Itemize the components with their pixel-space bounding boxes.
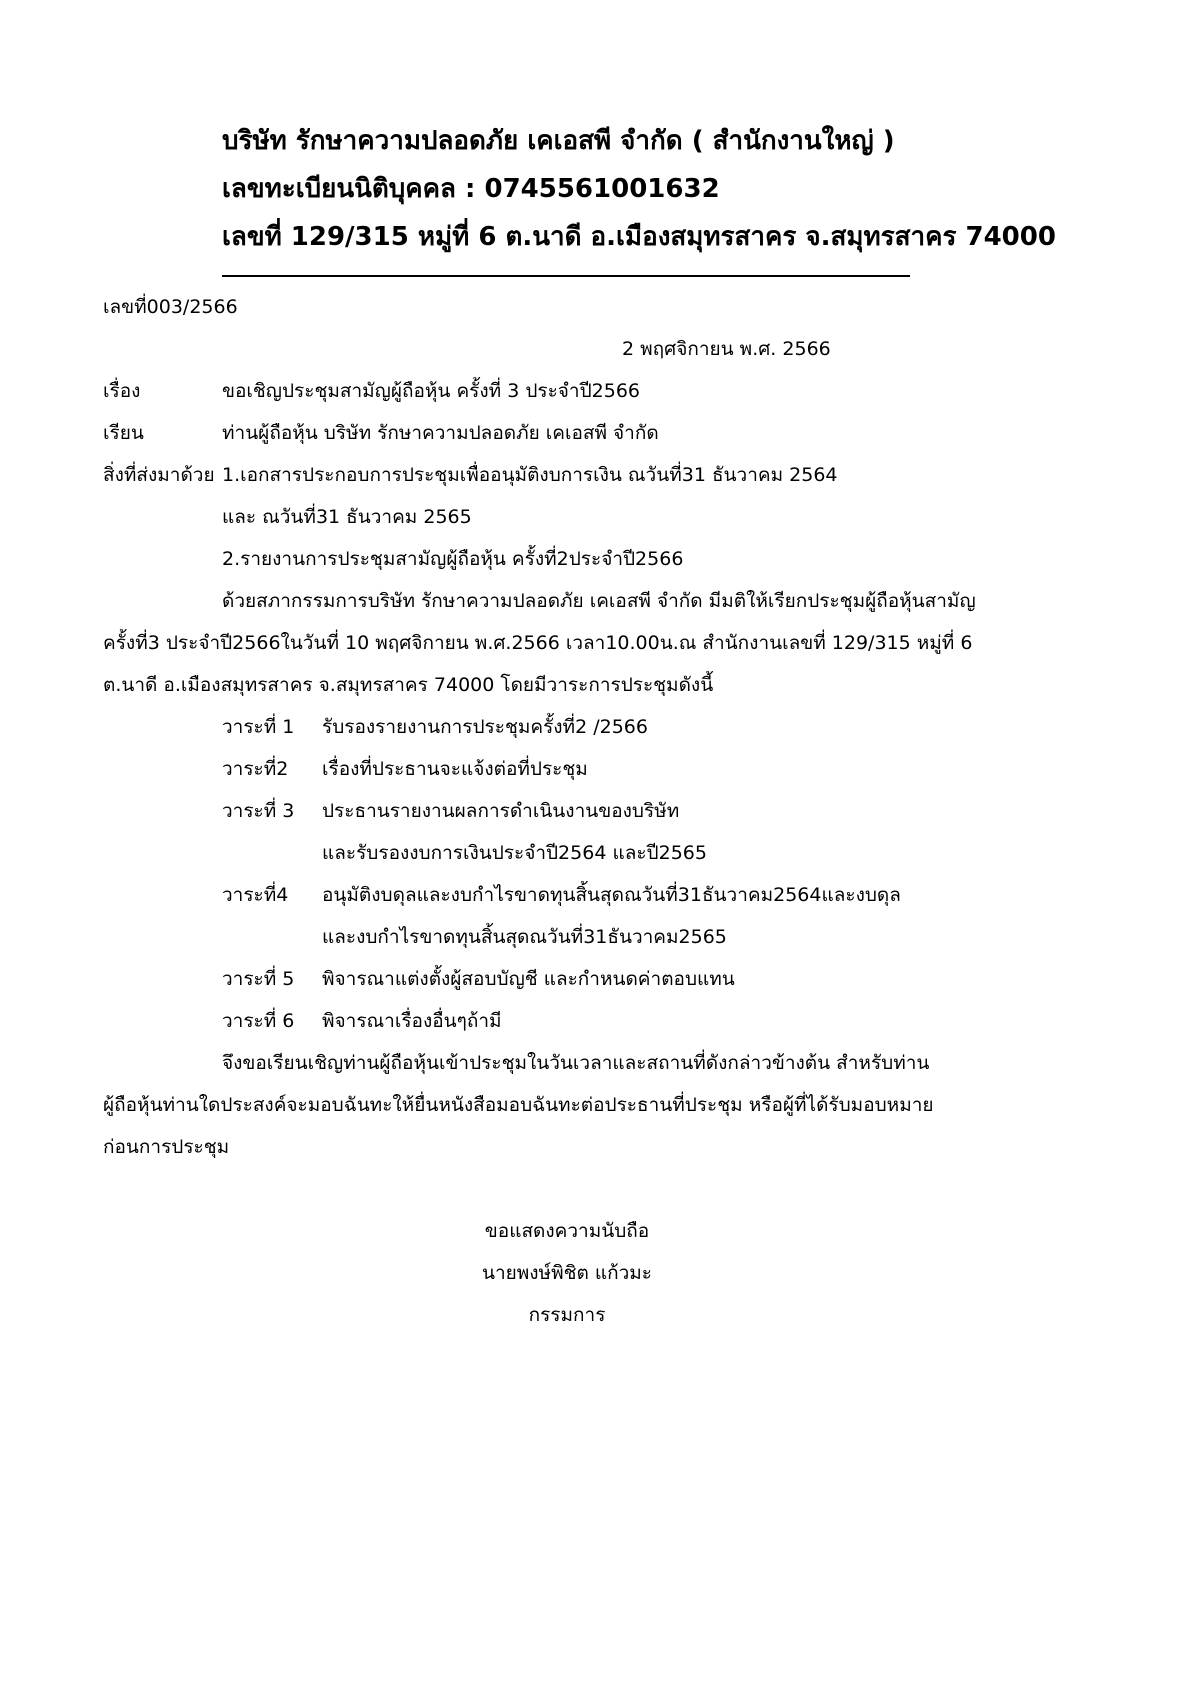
closing-paragraph-line-1: จึงขอเรียนเชิญท่านผู้ถือหุ้นเข้าประชุมในวันเวลาและสถานที่ดังกล่าวข้างต้น สำหรับท่าน xyxy=(222,1052,930,1074)
agenda-item-text-continued: และรับรองงบการเงินประจำปี2564 และปี2565 xyxy=(322,842,707,864)
recipient-text: ท่านผู้ถือหุ้น บริษัท รักษาความปลอดภัย เคเอสพี จำกัด xyxy=(222,422,659,444)
agenda-item-text: รับรองรายงานการประชุมครั้งที่2 /2566 xyxy=(322,716,648,738)
agenda-item-label: วาระที่4 xyxy=(222,884,289,906)
agenda-item-text-continued: และงบกำไรขาดทุนสิ้นสุดณวันที่31ธันวาคม2565 xyxy=(322,926,727,948)
registration-number-heading: เลขทะเบียนนิติบุคคล : 0745561001632 xyxy=(222,174,720,204)
closing-paragraph-line-3: ก่อนการประชุม xyxy=(103,1136,230,1158)
intro-paragraph-line-1: ด้วยสภากรรมการบริษัท รักษาความปลอดภัย เคเอสพี จำกัด มีมติให้เรียกประชุมผู้ถือหุ้นสามัญ xyxy=(222,590,976,612)
agenda-item-label: วาระที่ 5 xyxy=(222,968,295,990)
closing-paragraph-line-2: ผู้ถือหุ้นท่านใดประสงค์จะมอบฉันทะให้ยื่นหนังสือมอบฉันทะต่อประธานที่ประชุม หรือผู้ที่ได้รับมอบหมาย xyxy=(103,1094,934,1116)
sign-off: ขอแสดงความนับถือ xyxy=(484,1220,650,1242)
enclosure-item-2: 2.รายงานการประชุมสามัญผู้ถือหุ้น ครั้งที่2ประจำปี2566 xyxy=(222,548,684,570)
enclosure-item-1: 1.เอกสารประกอบการประชุมเพื่ออนุมัติงบการเงิน ณวันที่31 ธันวาคม 2564 xyxy=(222,464,838,486)
agenda-item-label: วาระที่2 xyxy=(222,758,289,780)
signer-name: นายพงษ์พิชิต แก้วมะ xyxy=(481,1262,653,1284)
agenda-item-text: พิจารณาแต่งตั้งผู้สอบบัญชี และกำหนดค่าตอบแทน xyxy=(322,968,735,990)
agenda-item-text: เรื่องที่ประธานจะแจ้งต่อที่ประชุม xyxy=(322,758,588,780)
address-heading: เลขที่ 129/315 หมู่ที่ 6 ต.นาดี อ.เมืองสมุทรสาคร จ.สมุทรสาคร 74000 xyxy=(222,222,1056,252)
intro-paragraph-line-2: ครั้งที่3 ประจำปี2566ในวันที่ 10 พฤศจิกายน พ.ศ.2566 เวลา10.00น.ณ สำนักงานเลขที่ 129/315 หมู่ที่ 6 xyxy=(103,632,973,654)
signer-title: กรรมการ xyxy=(528,1304,606,1326)
header-divider xyxy=(222,275,910,277)
agenda-item-text: อนุมัติงบดุลและงบกำไรขาดทุนสิ้นสุดณวันที่31ธันวาคม2564และงบดุล xyxy=(322,884,901,906)
reference-number: เลขที่003/2566 xyxy=(103,296,238,318)
company-name-heading: บริษัท รักษาความปลอดภัย เคเอสพี จำกัด ( สำนักงานใหญ่ ) xyxy=(222,126,895,156)
agenda-item-text: ประธานรายงานผลการดำเนินงานของบริษัท xyxy=(322,800,680,822)
agenda-item-label: วาระที่ 3 xyxy=(222,800,295,822)
subject-label: เรื่อง xyxy=(103,380,141,402)
agenda-item-label: วาระที่ 6 xyxy=(222,1010,295,1032)
recipient-label: เรียน xyxy=(103,422,144,444)
subject-text: ขอเชิญประชุมสามัญผู้ถือหุ้น ครั้งที่ 3 ประจำปี2566 xyxy=(222,380,641,402)
enclosure-item-1-continued: และ ณวันที่31 ธันวาคม 2565 xyxy=(222,506,472,528)
agenda-item-label: วาระที่ 1 xyxy=(222,716,295,738)
intro-paragraph-line-3: ต.นาดี อ.เมืองสมุทรสาคร จ.สมุทรสาคร 74000 โดยมีวาระการประชุมดังนี้ xyxy=(103,674,714,696)
enclosure-label: สิ่งที่ส่งมาด้วย xyxy=(103,464,215,486)
letter-date: 2 พฤศจิกายน พ.ศ. 2566 xyxy=(622,338,831,360)
agenda-item-text: พิจารณาเรื่องอื่นๆถ้ามี xyxy=(322,1010,502,1032)
